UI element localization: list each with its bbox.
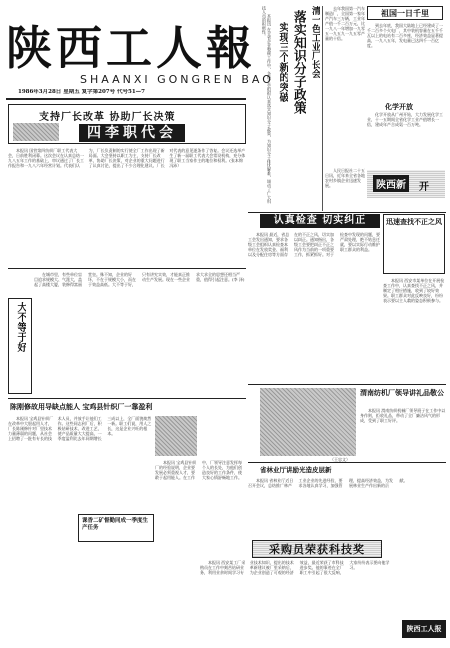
tech-title: 化学开放 xyxy=(385,102,413,111)
banner-inset xyxy=(13,123,59,141)
china-daily-box xyxy=(367,6,443,20)
issue-line: 1986年3月28日 星期五 复字第207号 代号51—7 xyxy=(18,89,145,95)
footer-seal: 陕西工人报 xyxy=(402,620,446,638)
center-headline: 认真检查 切实纠正 xyxy=(260,214,380,228)
bottom-left-headline: 陈刚修故用导缺点能人 宝鸡县针织厂一靠盈利 xyxy=(10,402,153,411)
photo-caption: （王忠文） xyxy=(330,457,350,462)
xinwen-tag xyxy=(367,170,445,198)
right-col-text-3: 化学开放从广州开始，大力发展化学工业，十一五期间全省化学工业产值增长一倍，建成年产合成氨一百万吨。 xyxy=(367,112,443,127)
lead-body: 本报讯 在全省企业整顿工作中，各级工会组织认真落实知识分子政策，为知识分子排忧解难，调动了广大科技人员的积极性。 xyxy=(262,6,272,204)
masthead-pinyin: SHAANXI GONGREN BAO xyxy=(80,73,274,86)
xinwen-tag-title-2: 开 xyxy=(419,182,429,193)
da-bu-headline: 大不等于好 xyxy=(15,302,26,352)
right-col-text-2: 到去年底，我国大陆地上已经建成了一千二百多个火电厂，其中装机容量在五千千瓦以上的电站有二百多座，经济效益显著提高，一九八五年，发电量已达四千一百亿度。 xyxy=(367,23,443,48)
right-mid-body: 本报讯 西安市某单位在开展检查工作中，认真查找不正之风，并制定了相应措施，收到了较好效果。职工群众对此反映良好，纷纷表示要以主人翁的姿态积极参与。 xyxy=(383,278,445,303)
side-box xyxy=(383,214,445,274)
bottom-left-photo xyxy=(155,416,197,456)
left-story-body: 本报讯 国营第四纺织厂职工代表大会，日前胜利闭幕。这次会议在认真总结一九八五年工作的基础上，审议通过了厂长工作报告和一九八六年经营计划。代表们认为，厂长负责制的实行使全厂工作出现了新局面。大会坚持以职工为主，支持厂长改革，协助厂长决策，对企业的重大问题进行了认真讨论，提出了不少合理化建议。厂长对代表的意见逐条作了答复。会议还选举产生了新一届职工代表大会常设机构，充分体现了职工当家作主的地位和权利。(张本锦 冯沛） xyxy=(8,148,246,168)
right-col-text-4: 人民日报社二十五日讯，近年来全省各地农村乡镇企业迅速发展。 xyxy=(325,168,365,188)
bottom-left-body-2: 本报讯 宝鸡县针织厂的经验说明，企业要发展必须重视人才，要敢于起用能人。在工作中，厂领导注意发挥每个人的长处，为他们创造良好的工作条件，使大家心情舒畅地工作。 xyxy=(155,460,242,480)
side-box-title: 迅速查找不正之风 xyxy=(386,217,442,226)
da-bu-box xyxy=(8,298,32,394)
bottom-left-body: 本报讯 宝鸡县针织厂在改革中大胆起用人才，厂长陈刚修针对厂里技术力量薄弱的问题，从社会上招聘了一批有专长的技术人员，并放手让他们工作。这些同志到厂后，积极钻研技术，改进工艺，使产品质量大大提高，一季度盈利比去年同期增长三成以上，全厂面貌焕然一新。职工们说，用人之长，这是企业兴旺的根本。 xyxy=(8,416,152,441)
left-banner xyxy=(8,104,246,144)
banner-kicker: 支持厂长改革 协助厂长决策 xyxy=(39,112,176,123)
bottom-center-headline: 采购员荣获科技奖 xyxy=(252,540,382,558)
masthead-rule xyxy=(6,98,246,100)
bottom-center-body: 本报讯 西安某工厂采购员在工作中刻苦钻研业务，利用业余时间学习专业技术知识，提出的技术革新建议被厂里采纳后，为企业创造了可观的经济效益，最近荣获了市科技进步奖。他的事迹在全厂职工中引起了很大反响，大家纷纷表示要向他学习。 xyxy=(200,560,390,575)
center-photo xyxy=(260,388,356,456)
masthead-title: 陕西工人報 xyxy=(6,21,256,75)
main-headline: 落实知识分子政策 xyxy=(291,10,306,114)
lead-headline: 清一色工业厂长会 xyxy=(310,6,320,78)
right-lower-body-2: 本报讯 省林业厅近日召开会议，总结推广林产工业企业的先进经验，要求各地认真学习，加强管理，提高经济效益，为发展林业生产作出新的贡献。 xyxy=(248,478,408,488)
mine-box-title: 课香二矿督勤同成一季度生产任务 xyxy=(82,518,149,531)
china-daily-title: 祖国一日千里 xyxy=(381,8,429,18)
top-right-column xyxy=(325,6,445,166)
xinwen-tag-title: 陕西新 xyxy=(373,175,409,192)
mine-box xyxy=(78,514,154,542)
top-center-column xyxy=(248,6,322,211)
center-body: 本报讯 最近，省总工会发出通知，要求各级工会组织认真检查本单位在发放奖金、福利以及分配住房等方面存在的不正之风，切实加以纠正。通知指出，各级工会要把纠正不正之风作为当前的一项重要工作，抓紧抓好。对于检查中发现的问题，要严肃处理，绝不姑息迁就，要以实际行动维护职工群众的利益。 xyxy=(248,232,380,257)
right-lower-body: 本报讯 渭南纺织机械厂领导班子在工作中以身作则，拒收礼品，带动了全厂廉洁风气的形成，受到了职工好评。 xyxy=(360,408,446,423)
banner-subtitle: 四李职代会 xyxy=(79,124,185,142)
right-lower-headline: 渭南纺机厂领导讲礼品敬公 xyxy=(360,388,444,397)
right-lower-sub: 省林业厅讲励光造皮层新 xyxy=(260,466,332,474)
right-col-text-1: 去年我国第一汽车制造厂，全国第一家年产汽车三万辆，工业年产值一千二百万元，比一九八一年增加一九零五一九五九一九五零产量的十倍。 xyxy=(325,6,365,41)
co-headline: 实现三个新的突破 xyxy=(277,22,288,102)
left-mid-body: 在城市里，有些单位盲目追求规模大、气派大，盖起了高楼大厦，装修得富丽堂皇。殊不知，企业的好坏，不在于规模大小，而在于效益高低。大不等于好，只有讲究实效，才能真正推动生产发展。现在一些企业求大求全的思想还相当严重，值得引起注意。(李 泽) xyxy=(34,272,245,287)
center-small-body xyxy=(248,388,260,456)
